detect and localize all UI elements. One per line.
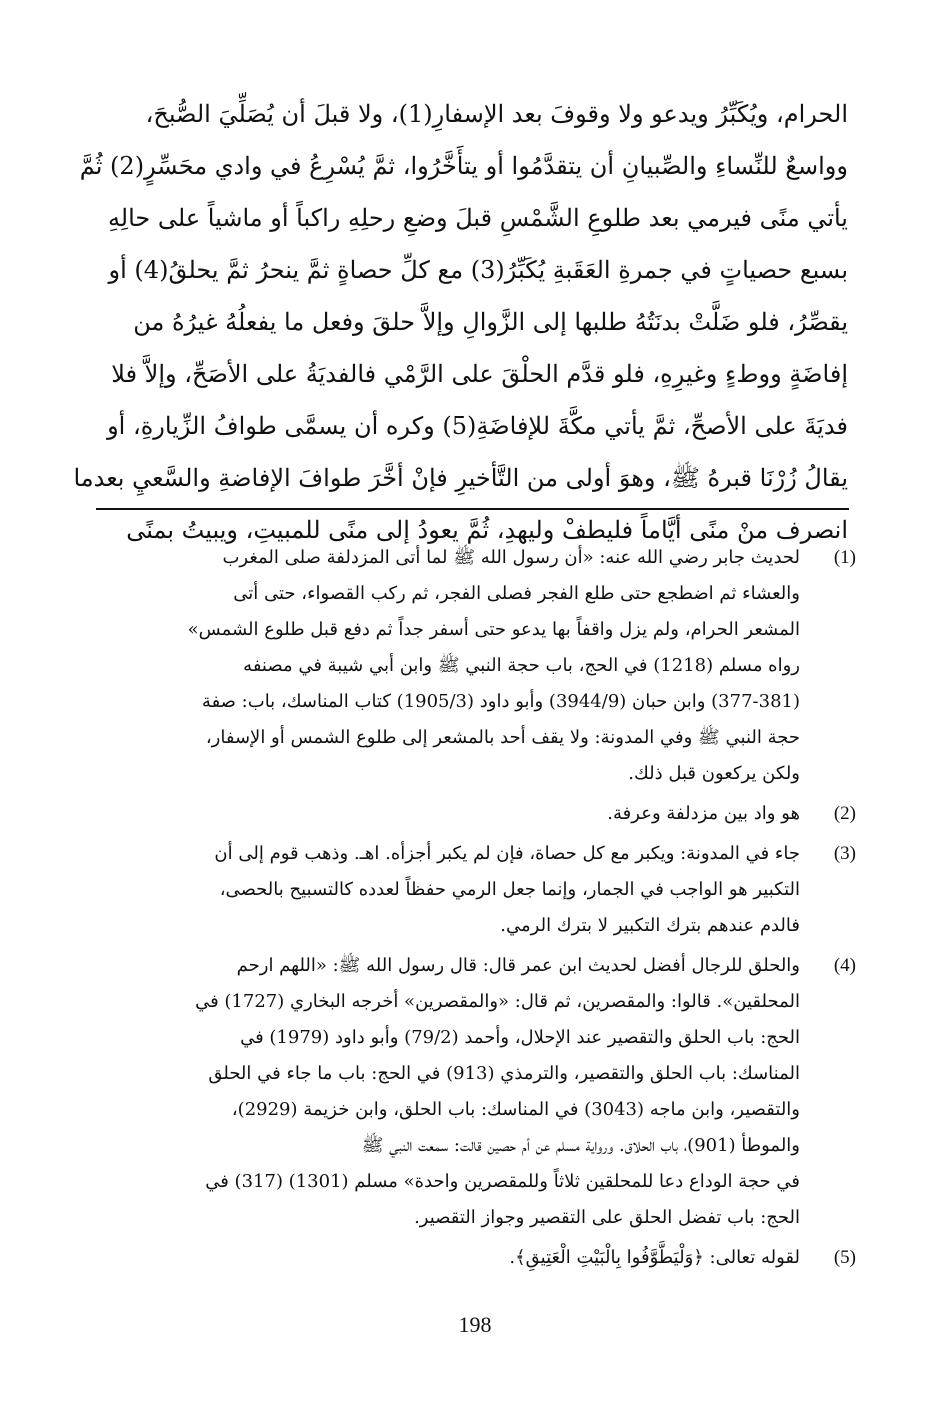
footnote-line: فالدم عندهم بترك التكبير لا بترك الرمي.	[500, 915, 800, 936]
footnote-line: والتقصير، وابن ماجه (3043) في المناسك: باب الحلق، وابن خزيمة (2929)،	[231, 1099, 800, 1120]
main-text-line: يقصِّرُ، فلو ضَلَّتْ بدنَتُهُ طلبها إلى الزَّوالِ وإلاَّ حلقَ وفعل ما يفعلُهُ غيرُهُ من	[133, 308, 848, 336]
footnote-line: المناسك: باب الحلق والتقصير، والترمذي (913) في الحج: باب ما جاء في الحلق	[208, 1063, 800, 1084]
footnote-1	[96, 540, 856, 792]
footnote-line: ولكن يركعون قبل ذلك.	[628, 763, 800, 784]
footnotes	[96, 540, 856, 1280]
footnote-line: المحلقين». قالوا: والمقصرين، ثم قال: «والمقصرين» أخرجه البخاري (1727) في	[195, 991, 800, 1012]
footnote-line: حجة النبي ﷺ وفي المدونة: ولا يقف أحد بالمشعر إلى طلوع الشمس أو الإسفار،	[205, 727, 800, 748]
main-text-line: إفاضَةٍ ووطءٍ وغيرِهِ، فلو قدَّم الحلْقَ على الرَّمْي فالفديَةُ على الأصَحِّ، وإلاَّ فلا	[111, 360, 848, 388]
footnote-line: في حجة الوداع دعا للمحلقين ثلاثاً وللمقصرين واحدة» مسلم (1301) (317) في	[205, 1171, 800, 1192]
main-text-line: فديَةَ على الأصحِّ، ثمَّ يأتي مكَّةَ للإفاضَةِ(5) وكره أن يسمَّى طوافُ الزِّيارةِ، أو	[107, 412, 848, 440]
footnote-number: (2)	[833, 803, 856, 824]
main-text	[73, 88, 848, 556]
footnote-line: والحلق للرجال أفضل لحديث ابن عمر قال: قال رسول الله ﷺ: «اللهم ارحم	[236, 955, 800, 976]
footnote-line: رواه مسلم (1218) في الحج، باب حجة النبي ﷺ وابن أبي شيبة في مصنفه	[243, 655, 800, 676]
footnote-line: الحج: باب تفضل الحلق على التقصير وجواز التقصير.	[414, 1207, 800, 1228]
footnote-line: المشعر الحرام، ولم يزل واقفاً بها يدعو حتى أسفر جداً ثم دفع قبل طلوع الشمس»	[187, 619, 800, 640]
footnote-line: هو واد بين مزدلفة وعرفة.	[607, 803, 800, 824]
footnote-line: (377-381) وابن حبان (3944/9) وأبو داود (1905/3) كتاب المناسك، باب: صفة	[201, 691, 800, 712]
main-text-line: الحرام، ويُكَبِّرُ ويدعو ولا وقوفَ بعد الإسفارِ(1)، ولا قبلَ أن يُصَلِّيَ الصُّبحَ،	[145, 100, 848, 128]
main-text-line: بسبع حصياتٍ في جمرةِ العَقَبةِ يُكَبِّرُ(3) مع كلِّ حصاةٍ ثمَّ ينحرُ ثمَّ يحلقُ(4) أو	[108, 256, 848, 284]
footnote-number: (4)	[833, 955, 856, 976]
footnote-line: والعشاء ثم اضطجع حتى طلع الفجر فصلى الفجر، ثم ركب القصواء، حتى أتى	[233, 583, 800, 604]
footnote-line: والموطأ (901)، باب الحلاق. ورواية مسلم عن أم حصين قالت: سمعت النبي ﷺ	[361, 1135, 800, 1156]
footnote-2	[96, 796, 856, 832]
footnote-line: الحج: باب الحلق والتقصير عند الإحلال، وأحمد (79/2) وأبو داود (1979) في	[240, 1027, 800, 1048]
main-text-line: وواسعٌ للنِّساءِ والصِّبيانِ أن يتقدَّمُوا أو يتأَخَّرُوا، ثمَّ يُسْرِعُ في وادي محَسِّرٍ(2) ثُمَّ	[79, 152, 848, 180]
footnote-5	[96, 1240, 856, 1276]
footnote-number: (3)	[833, 843, 856, 864]
footnote-number: (1)	[833, 547, 856, 568]
footnote-line: جاء في المدونة: ويكبر مع كل حصاة، فإن لم يكبر أجزأه. اهـ. وذهب قوم إلى أن	[214, 843, 800, 864]
footnote-line: لقوله تعالى: ﴿وَلْيَطَّوَّفُوا بِالْبَيْتِ الْعَتِيقِ﴾.	[509, 1247, 800, 1268]
main-text-line: انصرف منْ منًى أيَّاماً فليطفْ وليهدِ، ثُمَّ يعودُ إلى منًى للمبيتِ، ويبيتُ بمنًى	[126, 516, 848, 544]
footnote-divider	[96, 508, 849, 510]
footnote-3	[96, 836, 856, 944]
footnote-line: لحديث جابر رضي الله عنه: «أن رسول الله ﷺ لما أتى المزدلفة صلى المغرب	[222, 547, 800, 568]
footnote-line: التكبير هو الواجب في الجمار، وإنما جعل الرمي حفظاً لعدده كالتسبيح بالحصى،	[219, 879, 800, 900]
main-text-line: يأتي منًى فيرمي بعد طلوعِ الشَّمْسِ قبلَ وضعِ رحلِهِ راكباً أو ماشياً على حالِهِ	[107, 204, 848, 232]
footnote-number: (5)	[833, 1247, 856, 1268]
main-text-line: يقالُ زُرْنَا قبرهُ ﷺ، وهوَ أولى من التَّأخيرِ فإنْ أخَّرَ طوافَ الإفاضةِ والسَّعيِ بعدما	[73, 464, 848, 492]
page-number: 198	[458, 1312, 492, 1337]
footnote-4	[96, 948, 856, 1236]
